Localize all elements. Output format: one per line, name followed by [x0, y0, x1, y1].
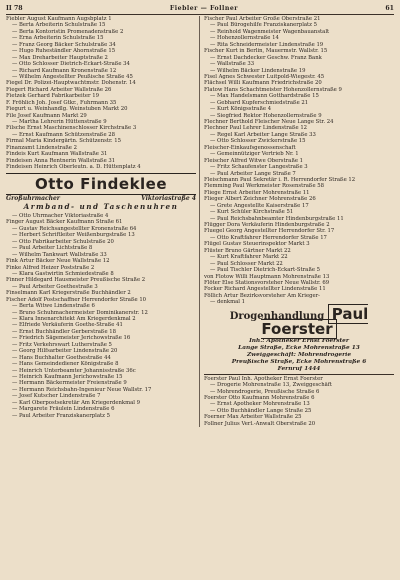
directory-entry: — Paul Reichsbahnbeamter Hindenburgstraße 11	[210, 215, 344, 222]
directory-entry: — Berta Kontoristin Promenadenstraße 2	[12, 28, 124, 35]
directory-entry: — Gebhard Kupferschmiedstraße 21	[210, 99, 309, 106]
directory-entry: — Mohrendrogerie, Preußische Straße 6	[210, 388, 320, 395]
findeklee-ad	[6, 173, 196, 212]
directory-entry: Fischer Paul Arbeiter Große Oberstraße 21	[204, 16, 321, 22]
directory-entry: — Hermann Bäckermeister Freienstraße 9	[12, 380, 127, 387]
right-entries	[204, 16, 394, 306]
right-column	[204, 16, 394, 427]
directory-entry: Fiebler August Kaufmann Augsbplatz 1	[6, 16, 112, 22]
directory-entry: Fischer Adolf Postschaffner Herrendorfer Straße 10	[6, 296, 147, 303]
ad2-lines	[204, 338, 394, 373]
directory-entry: Fluegel Georg Angestellter Herrendorfer Str. 17	[204, 228, 335, 235]
directory-entry: — Elfriede Verkäuferin Goethe-Straße 41	[12, 322, 123, 329]
directory-entry: Flügel Gustav Steuerinspektor Markt 3	[204, 241, 310, 248]
ad-sub-left: Großuhrmacher	[6, 194, 60, 202]
directory-entry: Fietzek Gerhard Fabrikarbeiter 19	[6, 93, 99, 100]
directory-entry: — Berta Arbeiterin Schulstraße 15	[12, 22, 106, 29]
directory-entry: — Hans Gemeindediener Königstraße 8	[12, 361, 119, 368]
header-rule	[6, 14, 394, 15]
directory-entry: — Drogerie Mohrenstraße 13, Zweiggeschäft	[210, 382, 332, 389]
directory-entry: — Franz Georg Bäcker Schulstraße 34	[12, 41, 116, 48]
directory-entry: — Gustav Reichsangestellter Kronenstraße 64	[12, 225, 137, 232]
directory-entry: Foerner Max Arbeiter Wallstraße 25	[204, 414, 302, 421]
directory-entry: Findeis Kurt Kaufmann Wallstraße 31	[6, 151, 108, 158]
directory-entry: — Otto Uhrmacher Viktoriastraße 4	[12, 213, 109, 219]
directory-entry: — Grete Angestellte Kaiserstraße 17	[210, 202, 309, 209]
directory-entry: Fiegurt u. Weinhandlg. Weinstuben Markt 20	[6, 106, 128, 113]
directory-entry: — Karl Oberpostsekretär Am Kriegerdenkmal 9	[12, 399, 141, 406]
directory-entry: Finke Alfred Heizer Poststraße 2	[6, 264, 95, 271]
directory-entry: — Hohenzollernstraße 14	[210, 35, 279, 42]
directory-entry: — Paul Bürogehilfe Franziskanerplatz 5	[210, 22, 318, 29]
directory-entry: — Otto Buchhändler Lange Straße 25	[210, 407, 312, 414]
directory-entry: Fisel Agnes Schwester Luitpold-Wiegestr. 45	[204, 73, 325, 80]
left-entries	[6, 16, 196, 171]
directory-entry: Flatow Hans Schachtmeister Hohenzollernstraße 9	[204, 86, 342, 93]
directory-entry: — Fritz Schaufenster Langestraße 3	[210, 164, 308, 171]
directory-entry: — Paul Arbeiter Lange Straße 7	[210, 170, 296, 177]
directory-entry: — Wallstraße 33	[210, 61, 255, 68]
ad2-prefix: Drogenhandlung	[229, 310, 325, 322]
directory-entry: — Kurt Kraftfahrer Markt 22	[210, 254, 288, 261]
page-number: II 78	[6, 5, 23, 12]
directory-entry: — Heinrich Unterbeamter Johannisstraße 36c	[12, 367, 136, 374]
directory-entry: F. Fröhlich Joh. Josef Gtkr., Fuhrmann 35	[6, 99, 117, 106]
directory-entry: — Gemeinnütziger Vertrieb Nr. 1	[210, 151, 299, 158]
directory-entry: — Margarete Fräulein Lindenstraße 6	[12, 406, 115, 413]
directory-entry: — Paul Arbeiter Lichtstraße 8	[12, 245, 93, 252]
directory-entry: Finselmann Karl Kriegerstraße Buchhändler 2	[6, 290, 131, 297]
directory-entry: — Paul Schlosser Markt 22	[210, 260, 283, 267]
directory-entry: — Fritz Verkehrswart Lutherstraße 5	[12, 341, 112, 348]
directory-entry: — Richard Kaufmann Kronenstraße 12	[12, 67, 117, 74]
directory-entry: Föllich Artur Bezirksvorsteher Am Krieger-	[204, 292, 320, 299]
ad-sub-right: Viktoriastraße 4	[141, 194, 196, 202]
directory-entry: Flechner Paul Lehrer Lindenstraße 12	[204, 125, 308, 132]
directory-entry: — Ernst Kaufmann Schützenstraße 28	[12, 131, 116, 138]
directory-entry: — Herbert Schriftleiter Weißenburgstraße 13	[12, 232, 135, 239]
directory-entry: — Siegfried Rektor Hohenzollernstraße 9	[210, 112, 322, 119]
directory-entry: Fleischer Alfred Witwe Oberstraße 1	[204, 157, 304, 164]
ad2-name: Paul Foerster	[261, 304, 369, 338]
directory-entry: — Ernst Apotheker Mohrenstraße 13	[210, 401, 310, 408]
directory-entry: — Max Handelsmann Gotthardstraße 15	[210, 93, 319, 100]
directory-entry: Follner Julius Verl.-Anwalt Oberstraße 20	[204, 420, 316, 427]
directory-entry: von Flotow Willi Hauptmann Mohrenstraße 13	[204, 273, 330, 280]
directory-entry: Finner Hildegard Hausmeister Preußische Straße 2	[6, 277, 146, 284]
directory-entry: — Friedrich Sägemeister Jerichowstraße 16	[12, 335, 131, 342]
directory-entry: Findeisen Heinrich Oberleutn. a. D. Hüttenplatz 4	[6, 164, 141, 171]
directory-entry: — Hans Buchhalter Goethestraße 44	[12, 354, 111, 361]
ad-tagline: Armband- und Taschenuhren	[23, 202, 179, 211]
directory-entry: — Kurt Königsstraße 4	[210, 106, 272, 113]
directory-entry: Foerster Otto Kaufmann Mohrenstraße 6	[204, 395, 315, 401]
directory-entry: — Berta Witwe Lindenstraße 6	[12, 303, 95, 310]
directory-entry: — Erna Arbeiterin Schulstraße 15	[12, 35, 104, 42]
directory-entry: — Kurt Schüler Kirchstraße 51	[210, 209, 294, 216]
left-column	[6, 16, 200, 427]
directory-entry: — Wilhelm Bäcker Lindenstraße 19	[210, 67, 306, 74]
ad2-line: Lange Straße, Ecke Mohrenstraße 13	[238, 344, 360, 351]
directory-entry: — Max Dreharbeiter Hauptstraße 2	[12, 54, 108, 61]
left-entries-continued	[6, 213, 196, 419]
directory-entry: Fleischer-Einkaufsgenossenschaft	[204, 144, 296, 151]
directory-entry: Fischer Kurt in Berlin, Mauermstr. Wallstr. 15	[204, 48, 328, 55]
directory-entry: — Rita Schneidermeister Lindenstraße 19	[210, 41, 324, 48]
directory-entry: — Hugo Ruheständler Ahornstraße 15	[12, 48, 116, 55]
ad-rule	[204, 374, 394, 375]
directory-entry: File Josef Kaufmann Markt 29	[6, 112, 87, 119]
directory-entry: — Klara Gastwirtin Schmiedestraße 8	[12, 270, 114, 277]
directory-entry: — denkmal 1	[210, 299, 246, 306]
directory-entry: — Otto Fabrikarbeiter Schulstraße 20	[12, 238, 114, 245]
directory-entry: Filsche Ernst Maschinenschlosser Kirchstraße 3	[6, 125, 137, 132]
directory-entry: Findeisen Anna Rentnerin Wallstraße 31	[6, 157, 116, 164]
ad-title: Otto Findeklee	[6, 173, 196, 195]
ad2-line: Fernruf 1444	[277, 365, 321, 372]
directory-entry: Fiegel Dr. Polizei-Hauptwachtmstr. Dohenstr. 14	[6, 80, 136, 87]
directory-entry: — Wilhelm Angestellter Peußische Straße 45	[12, 73, 133, 80]
directory-entry: — Reinhold Wagenmeister Wagenbauanstalt	[210, 28, 330, 35]
ad-subline	[6, 195, 196, 203]
directory-entry: Fleischmann Paul Sekretär i. R. Herrendorfer Straße 12	[204, 176, 356, 183]
directory-entry: — Bruno Schuhmachermeister Dominikanerstr. 12	[12, 309, 148, 316]
directory-entry: Firmal Maria Kindergärtn. Schützenstr. 15	[6, 138, 122, 145]
ad2-title	[204, 304, 394, 338]
directory-entry: Fiegert Richard Arbeiter Wallstraße 26	[6, 86, 112, 93]
ad2-line: Inh.: Apotheker Ernst Foerster	[249, 337, 349, 344]
directory-entry: Flügger Dora Verkäuferin Hindenburgstraße 2	[204, 222, 330, 228]
directory-entry: Flieger Albert Zeichner Mohrenstraße 26	[204, 196, 316, 203]
directory-entry: — Otto Kraftfahrer Herrendorfer Straße 17	[210, 234, 327, 241]
page-right-marker: 61	[385, 5, 394, 12]
directory-entry: — Georg Hilfsarbeiter Lindenstraße 20	[12, 348, 118, 355]
directory-entry: — Otto Schlosser Zwickerstraße 15	[210, 138, 306, 145]
directory-entry: Finanzamt Lindenstraße 2	[6, 144, 77, 151]
directory-entry: — Hermann Reichsbahn-Ingenieur Neue Wallstr. 17	[12, 386, 152, 393]
directory-entry: Flächsel Willi Kaufmann Friedrichstraße 20	[204, 80, 322, 87]
directory-entry: Flöter Else Stationsvorsteher Neue Wallstr. 69	[204, 279, 330, 286]
directory-entry: — Wilhelm Tankwart Wallstraße 33	[12, 251, 107, 258]
directory-entry: Flemming Paul Werkmeister Rosenstraße 58	[204, 183, 325, 190]
right-entries-continued	[204, 376, 394, 428]
ad2-line: Zweiggeschäft: Mohrendrogerie	[246, 351, 352, 358]
directory-entry: — Paul Arbeiter Franziskanerplatz 5	[12, 412, 110, 419]
directory-entry: Fink Artur Bäcker Neue Wallstraße 12	[6, 258, 110, 265]
directory-entry: Finger August Bäcker Kaufmann Straße 61	[6, 219, 123, 226]
directory-entry: — Ernst Buchhändler Gerberstraße 18	[12, 328, 117, 335]
page-header	[6, 4, 394, 13]
directory-entry: Flechner Berthold Fleischer Neue Lange Str. 24	[204, 119, 334, 125]
directory-entry: — Josef Kutscher Lindenstraße 7	[12, 393, 101, 400]
directory-entry: Focker Richard Angestellter Lindenstraße 11	[204, 286, 326, 293]
directory-entry: — Klara Innenarchitekt Am Kriegerdenkmal 2	[12, 316, 136, 322]
directory-entry: — Paul Tischler Dietrich-Eckart-Straße 5	[210, 267, 321, 274]
directory-entry: Foerster Paul Inh. Apotheker Ernst Foerster	[204, 375, 323, 382]
directory-entry: — Martha Lehrerin Hüttenstraße 9	[12, 119, 107, 125]
directory-entry: Fliege Ernst Arbeiter Mohrenstraße 11	[204, 189, 310, 196]
directory-entry: — Ernst Dachdecker Geschw. Franz Bank	[210, 54, 322, 61]
directory-entry: — Heinrich Kaufmann Jerichowstraße 15	[12, 373, 123, 380]
directory-entry: — Regel Karl Arbeiter Lange Straße 33	[210, 131, 316, 138]
directory-entry: Flüster Bruno Gärtner Markt 22	[204, 247, 291, 254]
columns	[6, 16, 394, 427]
ad2-line: Preußische Straße, Ecke Mohrenstraße 6	[231, 358, 367, 365]
page-title: Fiebler — Follner	[169, 5, 239, 12]
foerster-ad	[204, 304, 394, 373]
directory-entry: — Paul Arbeiter Goethestraße 3	[12, 283, 98, 290]
directory-entry: — Otto Schlosser Dietrich-Eckart-Straße 34	[12, 61, 130, 68]
